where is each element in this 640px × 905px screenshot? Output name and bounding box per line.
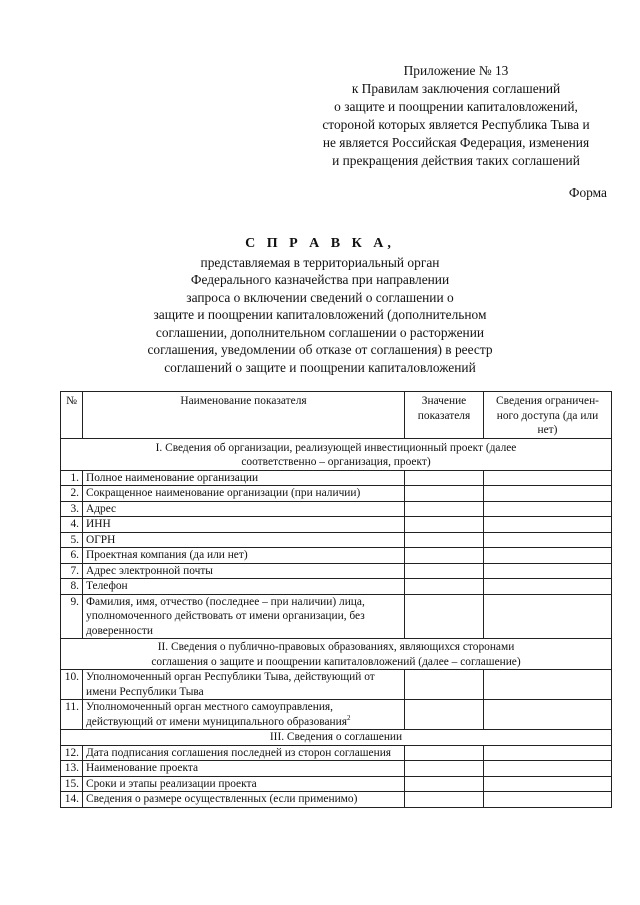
row-name: Проектная компания (да или нет) xyxy=(83,548,405,564)
restricted-cell xyxy=(484,579,612,595)
value-cell xyxy=(405,761,484,777)
title-line: Федерального казначейства при направлении xyxy=(190,272,450,287)
annex-line: Приложение № 13 xyxy=(403,63,509,78)
value-cell xyxy=(405,563,484,579)
form-label: Форма xyxy=(568,185,607,200)
row-name: Сроки и этапы реализации проекта xyxy=(83,776,405,792)
restricted-cell xyxy=(484,486,612,502)
value-cell xyxy=(405,470,484,486)
row-num: 14. xyxy=(61,792,83,808)
restricted-cell xyxy=(484,594,612,639)
annex-line: о защите и поощрении капиталовложений, xyxy=(334,99,578,114)
section-3-title: III. Сведения о соглашении xyxy=(61,730,612,746)
restricted-cell xyxy=(484,563,612,579)
row-name: Дата подписания соглашения последней из сторон соглашения xyxy=(83,745,405,761)
table-row xyxy=(61,761,612,777)
restricted-cell xyxy=(484,761,612,777)
row-name: Сведения о размере осуществленных (если применимо) xyxy=(83,792,405,808)
row-num: 4. xyxy=(61,517,83,533)
header-restricted: Сведения ограничен-ного доступа (да или нет) xyxy=(484,392,612,439)
indicators-table xyxy=(60,391,612,808)
row-name-with-footnote xyxy=(83,700,405,730)
value-cell xyxy=(405,700,484,730)
restricted-cell xyxy=(484,776,612,792)
header-num: № xyxy=(61,392,83,439)
table-row xyxy=(61,776,612,792)
header-value: Значение показателя xyxy=(405,392,484,439)
row-name: Уполномоченный орган местного самоуправления, действующий от имени муниципального образования xyxy=(86,701,347,728)
table-row xyxy=(61,594,612,639)
title-line: соглашения, уведомлении об отказе от соглашения) в реестр xyxy=(147,342,493,357)
table-row xyxy=(61,792,612,808)
restricted-cell xyxy=(484,532,612,548)
footnote-mark: 2 xyxy=(346,713,351,722)
section-row xyxy=(61,639,612,670)
row-name: Фамилия, имя, отчество (последнее – при наличии) лица, уполномоченного действовать от имени организации, без доверенности xyxy=(83,594,405,639)
table-row xyxy=(61,486,612,502)
row-num: 9. xyxy=(61,594,83,639)
header-name: Наименование показателя xyxy=(83,392,405,439)
section-1-title: I. Сведения об организации, реализующей инвестиционный проект (далее соответственно – организация, проект) xyxy=(61,438,612,470)
row-name: Адрес xyxy=(83,501,405,517)
row-num: 5. xyxy=(61,532,83,548)
row-num: 7. xyxy=(61,563,83,579)
row-name: Сокращенное наименование организации (при наличии) xyxy=(83,486,405,502)
section-row xyxy=(61,730,612,746)
table-row xyxy=(61,670,612,700)
value-cell xyxy=(405,532,484,548)
row-num: 1. xyxy=(61,470,83,486)
section-row xyxy=(61,438,612,470)
table-row xyxy=(61,548,612,564)
annex-line: не является Российская Федерация, изменения xyxy=(322,135,590,150)
value-cell xyxy=(405,594,484,639)
value-cell xyxy=(405,501,484,517)
row-num: 12. xyxy=(61,745,83,761)
annex-line: и прекращения действия таких соглашений xyxy=(332,153,580,168)
row-name: Телефон xyxy=(83,579,405,595)
table-row xyxy=(61,501,612,517)
title-line: соглашении, дополнительном соглашении о расторжении xyxy=(155,324,485,340)
restricted-cell xyxy=(484,670,612,700)
row-num: 13. xyxy=(61,761,83,777)
table-row xyxy=(61,745,612,761)
row-num: 10. xyxy=(61,670,83,700)
restricted-cell xyxy=(484,517,612,533)
annex-reference xyxy=(300,62,612,170)
table-row xyxy=(61,700,612,730)
title-line: запроса о включении сведений о соглашении о xyxy=(186,289,454,305)
restricted-cell xyxy=(484,792,612,808)
restricted-cell xyxy=(484,470,612,486)
table-row xyxy=(61,517,612,533)
title-line: защите и поощрении капиталовложений (дополнительном xyxy=(153,307,487,322)
value-cell xyxy=(405,579,484,595)
value-cell xyxy=(405,548,484,564)
value-cell xyxy=(405,517,484,533)
title-heading: С П Р А В К А, xyxy=(245,236,395,251)
row-name: ОГРН xyxy=(83,532,405,548)
row-name: Полное наименование организации xyxy=(83,470,405,486)
restricted-cell xyxy=(484,745,612,761)
title-line: соглашений о защите и поощрении капиталовложений xyxy=(164,359,476,375)
restricted-cell xyxy=(484,548,612,564)
value-cell xyxy=(405,670,484,700)
row-num: 15. xyxy=(61,776,83,792)
section-2-title: II. Сведения о публично-правовых образованиях, являющихся сторонами соглашения о защите и поощрении капиталовложений (далее – соглашение) xyxy=(61,639,612,670)
table-row xyxy=(61,532,612,548)
restricted-cell xyxy=(484,700,612,730)
annex-line: к Правилам заключения соглашений xyxy=(351,81,561,96)
row-name: ИНН xyxy=(83,517,405,533)
table-row xyxy=(61,579,612,595)
title-line: представляемая в территориальный орган xyxy=(200,254,440,270)
row-name: Уполномоченный орган Республики Тыва, действующий от имени Республики Тыва xyxy=(83,670,405,700)
restricted-cell xyxy=(484,501,612,517)
row-num: 6. xyxy=(61,548,83,564)
row-name: Наименование проекта xyxy=(83,761,405,777)
table-row xyxy=(61,470,612,486)
value-cell xyxy=(405,776,484,792)
row-name: Адрес электронной почты xyxy=(83,563,405,579)
document-title xyxy=(110,235,530,376)
table-header-row xyxy=(61,392,612,439)
row-num: 3. xyxy=(61,501,83,517)
value-cell xyxy=(405,792,484,808)
value-cell xyxy=(405,745,484,761)
row-num: 2. xyxy=(61,486,83,502)
annex-line: стороной которых является Республика Тыва и xyxy=(322,117,590,132)
row-num: 8. xyxy=(61,579,83,595)
table-row xyxy=(61,563,612,579)
value-cell xyxy=(405,486,484,502)
row-num: 11. xyxy=(61,700,83,730)
